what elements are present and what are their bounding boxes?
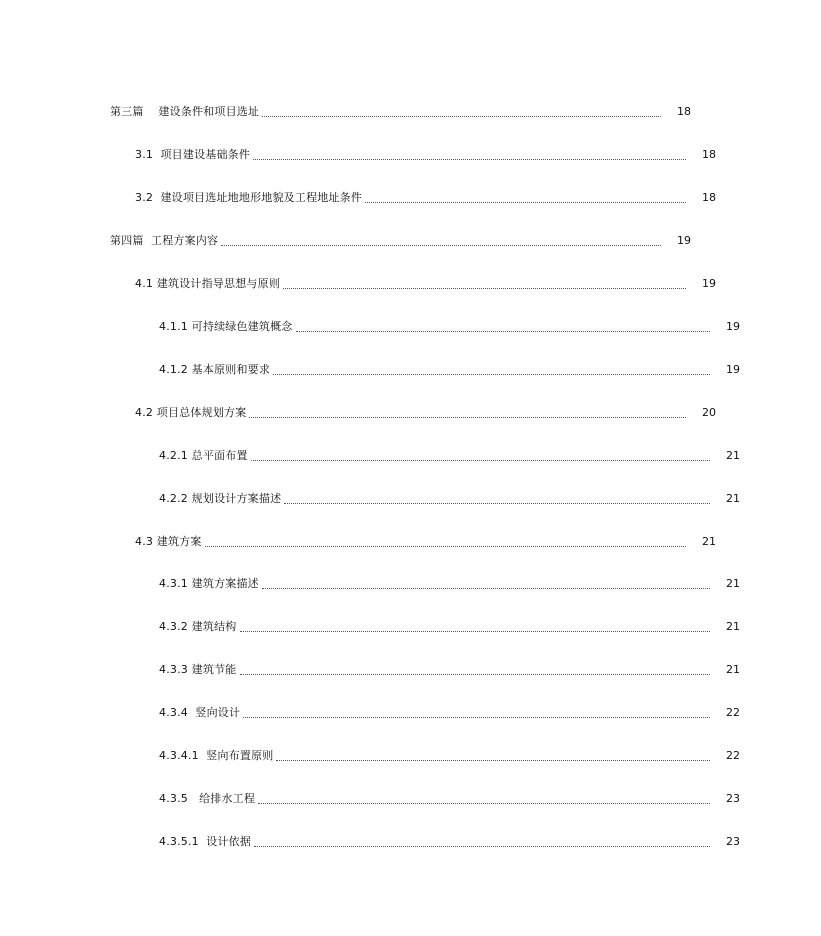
toc-entry-4-3-4[interactable] [0, 702, 821, 720]
toc-page-number: 23 [726, 792, 740, 805]
toc-page-number: 22 [726, 706, 740, 719]
toc-dot-leader [221, 245, 661, 246]
toc-entry-title: 4.1.2 基本原则和要求 [159, 363, 271, 376]
toc-entry-title: 4.1.1 可持续绿色建筑概念 [159, 320, 293, 333]
toc-dot-leader [249, 417, 686, 418]
toc-entry-title: 4.3 建筑方案 [135, 535, 202, 548]
toc-dot-leader [205, 546, 686, 547]
toc-entry-3-2[interactable] [0, 187, 797, 205]
toc-entry-4-3-5-1[interactable] [0, 831, 821, 849]
toc-dot-leader [365, 202, 686, 203]
toc-entry-3-1[interactable] [0, 144, 797, 162]
toc-entry-title: 4.1 建筑设计指导思想与原则 [135, 277, 280, 290]
toc-page-number: 21 [726, 620, 740, 633]
toc-dot-leader [240, 674, 711, 675]
toc-entry-title: 4.3.2 建筑结构 [159, 620, 237, 633]
toc-dot-leader [262, 588, 710, 589]
toc-page-number: 19 [726, 363, 740, 376]
toc-entry-title: 4.3.1 建筑方案描述 [159, 577, 259, 590]
toc-entry-4-1-2[interactable] [0, 359, 821, 377]
toc-entry-title: 4.2.1 总平面布置 [159, 449, 248, 462]
toc-entry-4-3-3[interactable] [0, 659, 821, 677]
toc-page-number: 21 [702, 535, 716, 548]
toc-entry-title: 4.2 项目总体规划方案 [135, 406, 247, 419]
toc-dot-leader [276, 760, 710, 761]
toc-entry-4-1-1[interactable] [0, 316, 821, 334]
toc-entry-title: 4.3.5.1 设计依据 [159, 835, 252, 848]
toc-page-number: 21 [726, 577, 740, 590]
toc-dot-leader [243, 717, 710, 718]
toc-entry-title: 4.3.4 竖向设计 [159, 706, 241, 719]
toc-entry-4-2[interactable] [0, 402, 797, 420]
toc-page-number: 23 [726, 835, 740, 848]
toc-dot-leader [296, 331, 711, 332]
toc-entry-title: 第三篇 建设条件和项目选址 [110, 105, 260, 118]
toc-dot-leader [284, 503, 710, 504]
toc-page-number: 19 [702, 277, 716, 290]
toc-page-number: 22 [726, 749, 740, 762]
toc-entry-4-1[interactable] [0, 273, 797, 291]
toc-page-number: 18 [702, 191, 716, 204]
toc-dot-leader [254, 846, 710, 847]
toc-entry-4-3[interactable] [0, 531, 797, 549]
toc-entry-4-2-1[interactable] [0, 445, 821, 463]
toc-entry-title: 4.3.3 建筑节能 [159, 663, 237, 676]
toc-page-number: 20 [702, 406, 716, 419]
toc-page-number: 21 [726, 492, 740, 505]
toc-page-number: 21 [726, 663, 740, 676]
toc-dot-leader [262, 116, 661, 117]
toc-dot-leader [283, 288, 686, 289]
toc-entry-title: 3.1 项目建设基础条件 [135, 148, 251, 161]
toc-entry-title: 4.3.5 给排水工程 [159, 792, 256, 805]
toc-page-number: 18 [702, 148, 716, 161]
toc-entry-title: 4.2.2 规划设计方案描述 [159, 492, 282, 505]
toc-page-number: 19 [726, 320, 740, 333]
toc-dot-leader [240, 631, 711, 632]
toc-dot-leader [251, 460, 710, 461]
toc-entry-title: 3.2 建设项目选址地地形地貌及工程地址条件 [135, 191, 363, 204]
toc-entry-title: 第四篇 工程方案内容 [110, 234, 219, 247]
toc-page-number: 19 [677, 234, 691, 247]
toc-entry-4-3-4-1[interactable] [0, 745, 821, 763]
toc-entry-4-3-5[interactable] [0, 788, 821, 806]
toc-entry-part-4[interactable] [0, 230, 772, 248]
toc-page-number: 18 [677, 105, 691, 118]
toc-entry-4-2-2[interactable] [0, 488, 821, 506]
toc-entry-title: 4.3.4.1 竖向布置原则 [159, 749, 274, 762]
toc-dot-leader [258, 803, 710, 804]
toc-entry-4-3-2[interactable] [0, 616, 821, 634]
toc-dot-leader [253, 159, 686, 160]
toc-entry-part-3[interactable] [0, 101, 772, 119]
toc-page-number: 21 [726, 449, 740, 462]
toc-entry-4-3-1[interactable] [0, 573, 821, 591]
toc-dot-leader [273, 374, 710, 375]
